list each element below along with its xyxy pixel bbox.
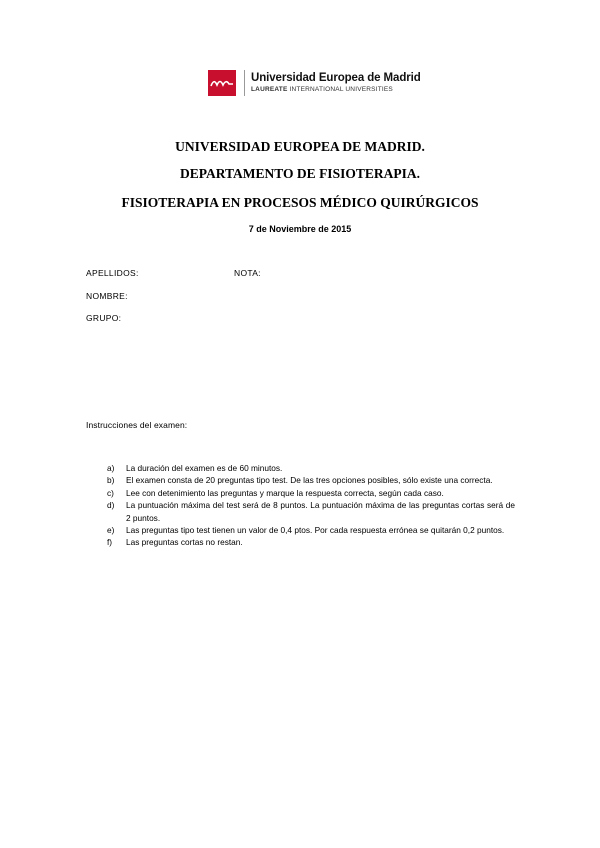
list-item [107,536,515,548]
university-heading: UNIVERSIDAD EUROPEA DE MADRID. [175,139,425,154]
list-marker: f) [107,537,113,548]
grupo-label: GRUPO: [86,313,122,323]
list-item [107,499,515,524]
nombre-label: NOMBRE: [86,291,128,301]
uem-logo-icon [208,70,236,96]
instructions-title: Instrucciones del examen: [86,420,188,430]
apellidos-label: APELLIDOS: [86,268,139,278]
list-marker: e) [107,525,115,536]
list-text: Las preguntas cortas no restan. [126,537,243,548]
list-marker: a) [107,463,115,473]
list-marker: b) [107,475,115,486]
list-text: Las preguntas tipo test tienen un valor de 0,4 ptos. Por cada respuesta errónea se quitarán 0,2 puntos. [126,525,505,536]
list-item [107,462,515,474]
department-heading: DEPARTAMENTO DE FISIOTERAPIA. [180,166,420,181]
list-text: La duración del examen es de 60 minutos. [126,463,283,473]
list-item [107,524,515,536]
instructions-list [107,462,515,549]
logo-title: Universidad Europea de Madrid [251,72,421,84]
exam-date: 7 de Noviembre de 2015 [248,224,352,234]
list-marker: d) [107,500,115,511]
list-text: La puntuación máxima del test será de 8 puntos. La puntuación máxima de las preguntas cortas será de 2 puntos. [126,500,515,523]
university-logo [208,70,421,96]
list-text: Lee con detenimiento las preguntas y marque la respuesta correcta, según cada caso. [126,487,444,498]
logo-text [244,70,421,96]
list-text: El examen consta de 20 preguntas tipo test. De las tres opciones posibles, sólo existe una correcta. [126,475,493,486]
list-item [107,474,515,486]
list-item [107,487,515,499]
course-heading: FISIOTERAPIA EN PROCESOS MÉDICO QUIRÚRGICOS [121,195,479,210]
nota-label: NOTA: [234,268,261,278]
list-marker: c) [107,487,114,498]
logo-subtitle: LAUREATE INTERNATIONAL UNIVERSITIES [251,86,393,93]
